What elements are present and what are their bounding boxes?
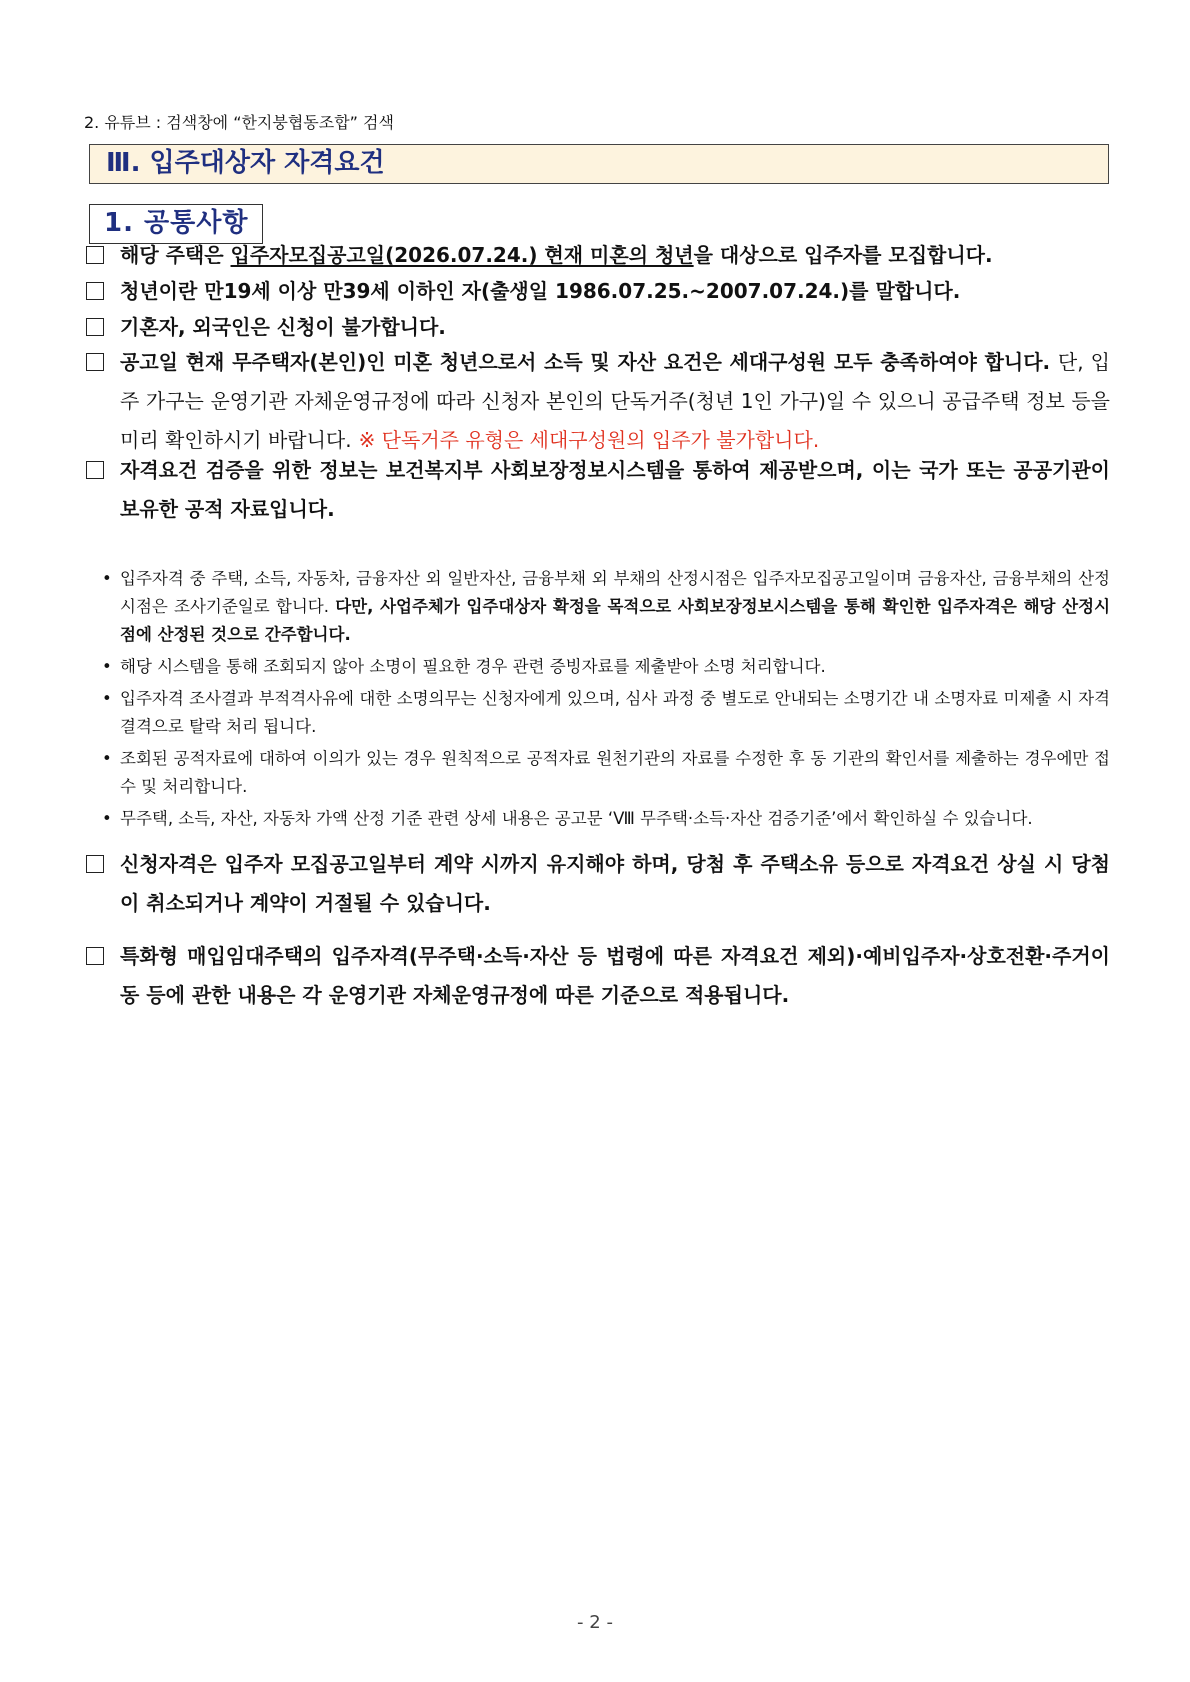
checkbox-square-icon <box>86 947 104 965</box>
page-number: - 2 - <box>577 1612 613 1633</box>
subsection-title: 1. 공통사항 <box>89 204 263 244</box>
requirement-text: 해당 주택은 입주자모집공고일(2026.07.24.) 현재 미혼의 청년을 대상으로 입주자를 모집합니다. <box>120 243 993 267</box>
youtube-search-note: 2. 유튜브 : 검색창에 “한지붕협동조합” 검색 <box>84 113 394 132</box>
requirement-text: 특화형 매입임대주택의 입주자격(무주택·소득·자산 등 법령에 따른 자격요건 제외)·예비입주자·상호전환·주거이동 등에 관한 내용은 각 운영기관 자체운영규정에 따른 기준으로 적용됩니다. <box>120 944 1110 1007</box>
requirement-item-6 <box>86 845 1110 923</box>
list-item: • 조회된 공적자료에 대하여 이의가 있는 경우 원칙적으로 공적자료 원천기관의 자료를 수정한 후 동 기관의 확인서를 제출하는 경우에만 접수 및 처리합니다. <box>100 745 1110 801</box>
list-item: • 해당 시스템을 통해 조회되지 않아 소명이 필요한 경우 관련 증빙자료를 제출받아 소명 처리합니다. <box>100 653 1110 681</box>
requirement-item-2 <box>86 272 1110 311</box>
underlined-target: 입주자모집공고일(2026.07.24.) 현재 미혼의 청년 <box>230 243 694 267</box>
list-item: • 무주택, 소득, 자산, 자동차 가액 산정 기준 관련 상세 내용은 공고문 ‘Ⅷ 무주택·소득·자산 검증기준’에서 확인하실 수 있습니다. <box>100 805 1110 833</box>
requirement-text: 청년이란 만19세 이상 만39세 이하인 자(출생일 1986.07.25.~2007.07.24.)를 말합니다. <box>120 279 961 303</box>
bullet-dot-icon: • <box>102 809 112 828</box>
requirement-item-5 <box>86 451 1110 529</box>
requirement-text: 신청자격은 입주자 모집공고일부터 계약 시까지 유지해야 하며, 당첨 후 주택소유 등으로 자격요건 상실 시 당첨이 취소되거나 계약이 거절될 수 있습니다. <box>120 852 1110 915</box>
checkbox-square-icon <box>86 318 104 336</box>
bullet-dot-icon: • <box>102 569 112 588</box>
checkbox-square-icon <box>86 246 104 264</box>
requirement-item-3 <box>86 308 1110 347</box>
requirement-item-1 <box>86 236 1110 275</box>
bullet-dot-icon: • <box>102 657 112 676</box>
checkbox-square-icon <box>86 855 104 873</box>
detail-bullet-list <box>100 565 1110 837</box>
requirement-text: 공고일 현재 무주택자(본인)인 미혼 청년으로서 소득 및 자산 요건은 세대구성원 모두 충족하여야 합니다. 단, 입주 가구는 운영기관 자체운영규정에 따라 신청자 본인의 단독거주(청년 1인 가구)일 수 있으니 공급주택 정보 등을 미리 확인하시기 바랍니다. ※ 단독거주 유형은 세대구성원의 입주가 불가합니다. <box>120 350 1111 452</box>
checkbox-square-icon <box>86 282 104 300</box>
section-title: Ⅲ. 입주대상자 자격요건 <box>89 144 1109 184</box>
checkbox-square-icon <box>86 353 104 371</box>
warning-note: ※ 단독거주 유형은 세대구성원의 입주가 불가합니다. <box>358 428 820 452</box>
list-item: • 입주자격 조사결과 부적격사유에 대한 소명의무는 신청자에게 있으며, 심사 과정 중 별도로 안내되는 소명기간 내 소명자료 미제출 시 자격결격으로 탈락 처리 됩니다. <box>100 685 1110 741</box>
requirement-text: 자격요건 검증을 위한 정보는 보건복지부 사회보장정보시스템을 통하여 제공받으며, 이는 국가 또는 공공기관이 보유한 공적 자료입니다. <box>120 458 1110 521</box>
requirement-text: 기혼자, 외국인은 신청이 불가합니다. <box>120 315 446 339</box>
checkbox-square-icon <box>86 461 104 479</box>
bullet-dot-icon: • <box>102 689 112 708</box>
list-item: • 입주자격 중 주택, 소득, 자동차, 금융자산 외 일반자산, 금융부채 외 부채의 산정시점은 입주자모집공고일이며 금융자산, 금융부채의 산정시점은 조사기준일로 합니다. 다만, 사업주체가 입주대상자 확정을 목적으로 사회보장정보시스템을 통해 확인한 입주자격은 해당 산정시점에 산정된 것으로 간주합니다. <box>100 565 1110 649</box>
bullet-dot-icon: • <box>102 749 112 768</box>
requirement-item-4 <box>86 343 1110 460</box>
requirement-item-7 <box>86 937 1110 1015</box>
